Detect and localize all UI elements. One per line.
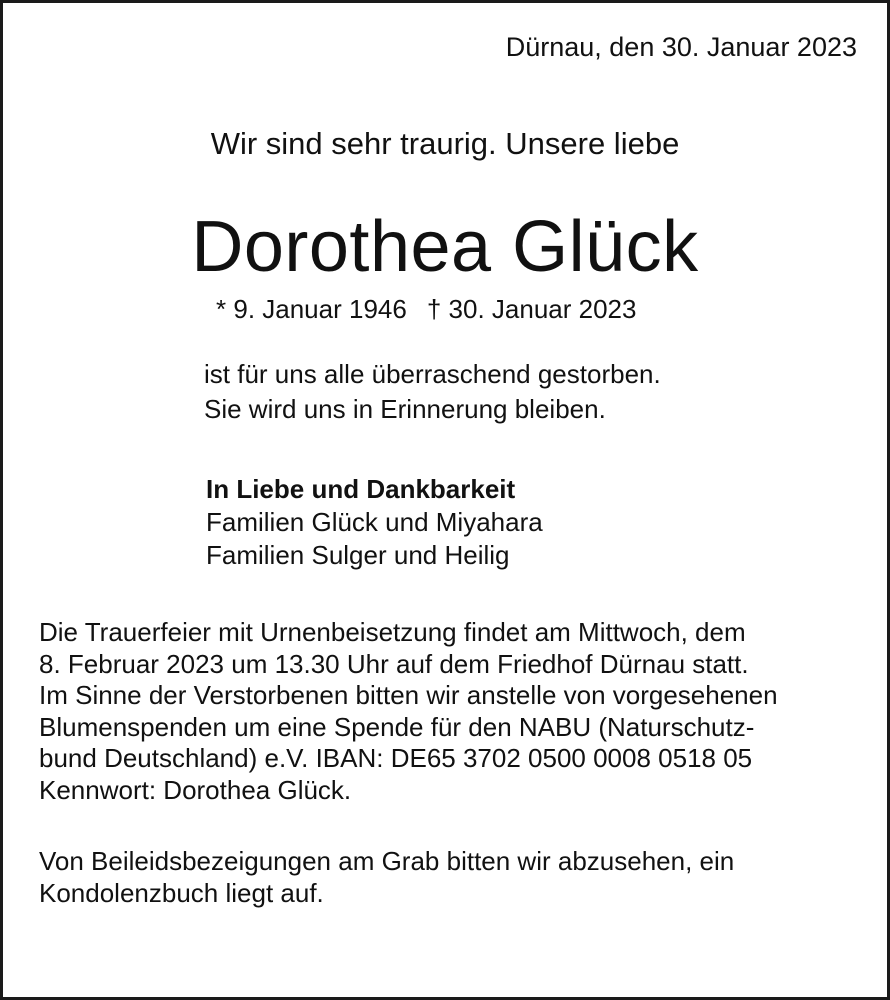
signer-line: Familien Sulger und Heilig: [206, 540, 510, 570]
life-dates: [216, 292, 636, 326]
birth-date: 9. Januar 1946: [233, 294, 407, 324]
funeral-details: [39, 617, 778, 806]
place-date: Dürnau, den 30. Januar 2023: [505, 32, 857, 62]
passing-line: Sie wird uns in Erinnerung bleiben.: [204, 394, 606, 424]
death-date: 30. Januar 2023: [448, 294, 637, 324]
details-line: Blumenspenden um eine Spende für den NABU (Naturschutz-: [39, 711, 755, 742]
details-line: 8. Februar 2023 um 13.30 Uhr auf dem Friedhof Dürnau statt.: [39, 648, 749, 679]
passing-message: [204, 357, 661, 427]
deceased-name: Dorothea Glück: [191, 207, 699, 287]
birth-star-icon: *: [216, 294, 227, 324]
death-cross-icon: †: [426, 294, 442, 324]
details-line: Kennwort: Dorothea Glück.: [39, 774, 352, 805]
passing-line: ist für uns alle überraschend gestorben.: [204, 359, 661, 389]
intro-line: Wir sind sehr traurig. Unsere liebe: [210, 126, 680, 161]
details-line: Im Sinne der Verstorbenen bitten wir anstelle von vorgesehenen: [39, 680, 778, 710]
signers-heading: In Liebe und Dankbarkeit: [206, 474, 516, 504]
details-line: bund Deutschland) e.V. IBAN: DE65 3702 0500 0008 0518 05: [39, 743, 753, 773]
signer-line: Familien Glück und Miyahara: [206, 507, 543, 537]
condolence-line: Kondolenzbuch liegt auf.: [39, 878, 324, 908]
condolence-line: Von Beileidsbezeigungen am Grab bitten wir abzusehen, ein: [39, 846, 735, 876]
condolence-note: [39, 845, 734, 909]
details-line: Die Trauerfeier mit Urnenbeisetzung findet am Mittwoch, dem: [39, 617, 746, 647]
signers-block: [206, 473, 543, 572]
